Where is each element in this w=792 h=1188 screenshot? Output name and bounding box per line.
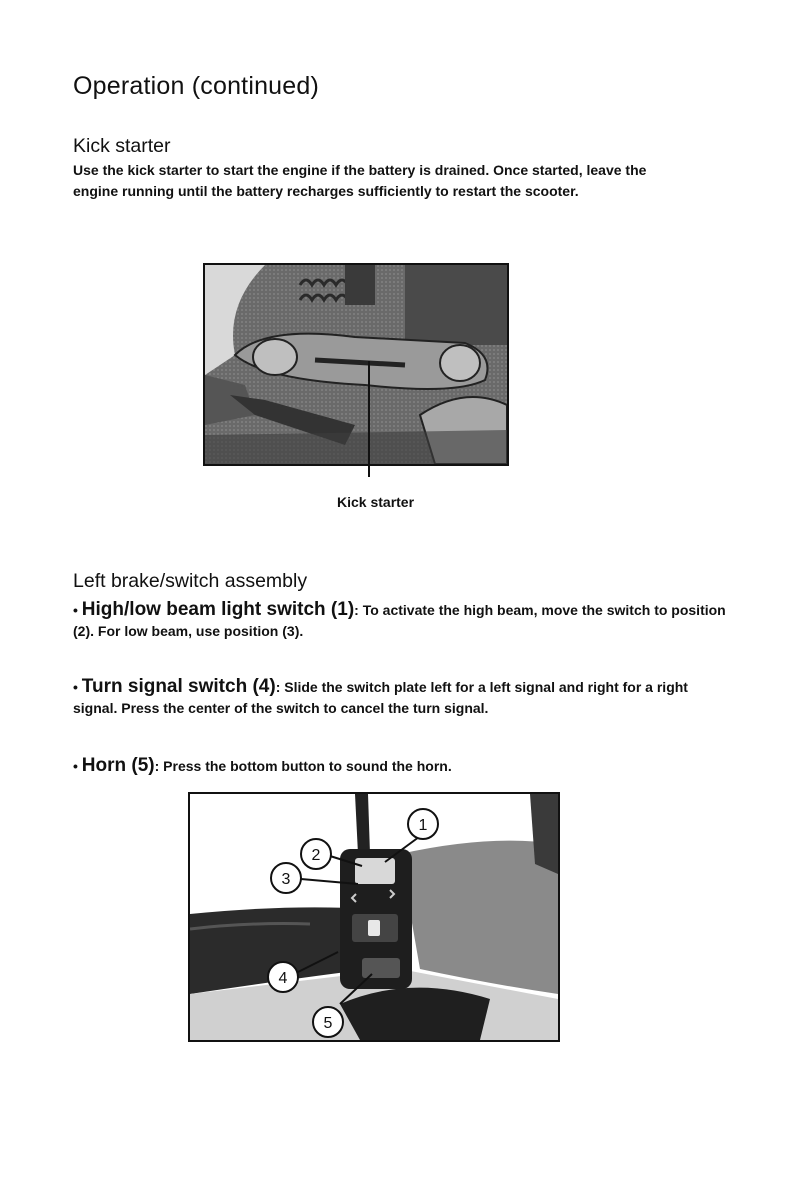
kick-starter-photo [203,263,509,466]
turn-signal-sep: : [275,679,281,695]
high-low-beam-text: To activate the high beam, move the switch to position (2). For low beam, use position (3). [73,602,726,639]
horn-lead: Horn (5) [81,755,155,776]
bullet-dot: • [73,679,78,695]
kick-starter-heading: Kick starter [73,135,171,157]
callout-4: 4 [278,970,288,987]
bullet-dot: • [73,602,78,618]
kick-starter-leader-line [368,361,370,477]
horn-item [73,755,733,777]
bullet-dot: • [73,758,78,774]
high-low-beam-lead: High/low beam light switch (1) [81,599,355,620]
kick-starter-caption: Kick starter [337,494,415,510]
horn-sep: : [154,758,160,774]
left-brake-heading: Left brake/switch assembly [73,570,308,592]
turn-signal-item [73,676,733,719]
callout-1: 1 [418,817,428,834]
callout-3: 3 [281,871,291,888]
callout-2: 2 [311,847,321,864]
callout-5: 5 [323,1015,333,1032]
page-title: Operation (continued) [73,72,320,100]
turn-signal-text: Slide the switch plate left for a left signal and right for a right signal. Press the center of the switch to cancel the turn signal. [73,679,688,716]
turn-signal-lead: Turn signal switch (4) [81,676,276,697]
horn-text: Press the bottom button to sound the horn. [159,758,452,774]
high-low-beam-sep: : [354,602,359,618]
high-low-beam-item [73,599,733,642]
kick-starter-body: Use the kick starter to start the engine if the battery is drained. Once started, leave the engine running until the battery recharges sufficiently to restart the scooter. [73,162,647,199]
switch-assembly-photo [188,792,560,1042]
